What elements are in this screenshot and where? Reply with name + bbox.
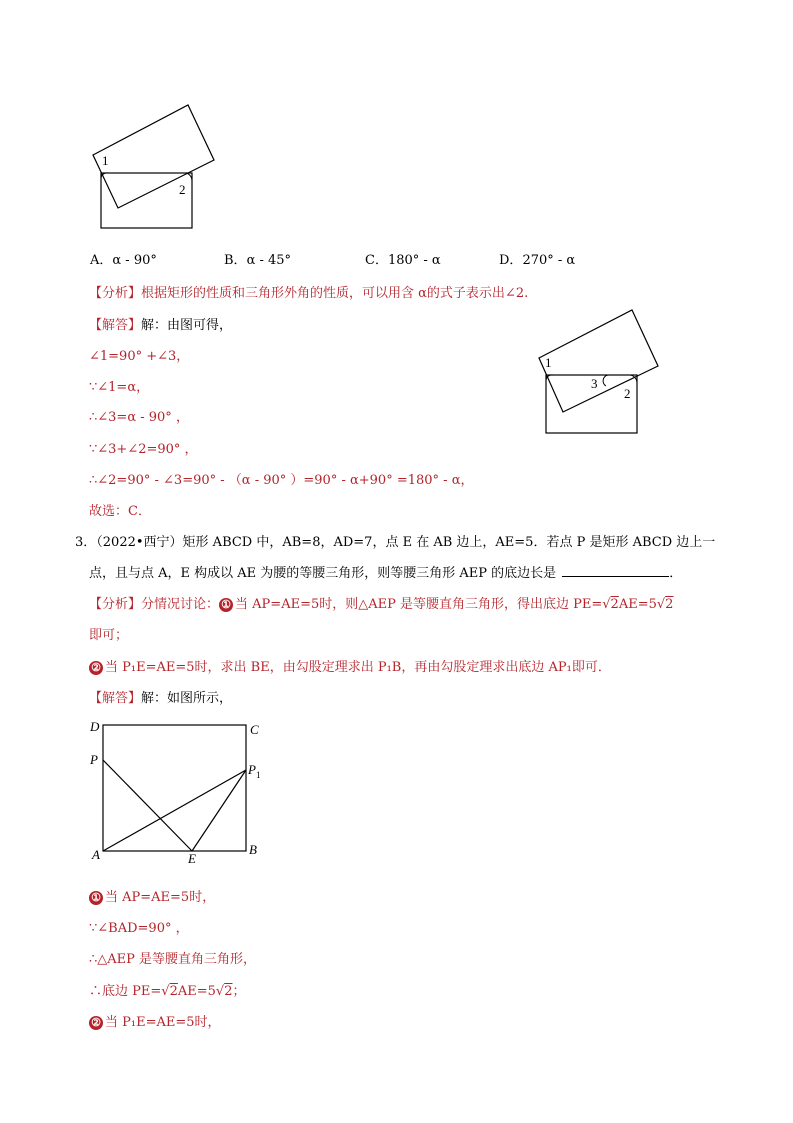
q2-answer-intro: 【解答】解：由图可得， bbox=[89, 318, 233, 333]
tilted-rectangle bbox=[93, 105, 214, 208]
q2-conclusion: 故选：C． bbox=[89, 504, 151, 519]
q3-sol-case1: ① 当 AP=AE=5时， bbox=[89, 886, 215, 905]
sol-case-2-marker: ② bbox=[89, 1016, 103, 1030]
segment-p1e bbox=[192, 770, 246, 851]
q3-analysis-line1: 【分析】分情况讨论： ① 当 AP=AE=5时，则△AEP 是等腰直角三角形，得出底边 PE=√2AE=5√2 bbox=[89, 597, 674, 612]
sol-case-1-marker: ① bbox=[89, 891, 103, 905]
angle-2-label: 2 bbox=[179, 182, 186, 197]
q2-step-4: ∵∠3+∠2=90° ， bbox=[89, 442, 198, 457]
option-d: D．270° - α bbox=[499, 253, 576, 268]
tilted-rectangle bbox=[539, 310, 658, 412]
angle-3-label: 3 bbox=[591, 376, 598, 391]
label-b: B bbox=[249, 842, 257, 857]
q3-analysis-line2: 即可； bbox=[89, 628, 129, 643]
segment-pe bbox=[103, 760, 192, 851]
angle-1-label: 1 bbox=[545, 355, 552, 370]
q3-sol-step2: ∴△AEP 是等腰直角三角形， bbox=[89, 952, 257, 967]
label-p: P bbox=[90, 752, 98, 767]
rectangle-abcd bbox=[103, 725, 246, 851]
q3-sol-step3: ∴底边 PE=√2AE=5√2； bbox=[89, 984, 246, 999]
q3-analysis-line3: ② 当 P₁E=AE=5时，求出 BE，由勾股定理求出 P₁B，再由勾股定理求出底边 AP₁即可． bbox=[89, 656, 611, 675]
option-b: B．α - 45° bbox=[224, 253, 292, 268]
q2-step-1: ∠1=90° +∠3， bbox=[89, 349, 190, 364]
label-d: D bbox=[90, 719, 100, 734]
case-1-marker: ① bbox=[219, 598, 233, 612]
case-2-marker: ② bbox=[89, 661, 103, 675]
q2-step-2: ∵∠1=α， bbox=[89, 380, 150, 395]
answer-blank[interactable] bbox=[562, 564, 669, 577]
q2-step-3: ∴∠3=α - 90° ， bbox=[89, 410, 189, 425]
q3-sol-case2: ② 当 P₁E=AE=5时， bbox=[89, 1011, 221, 1030]
label-a: A bbox=[92, 847, 100, 862]
q3-stem-line2: 点，且与点 A，E 构成以 AE 为腰的等腰三角形，则等腰三角形 AEP 的底边长是 ． bbox=[89, 566, 683, 581]
figure-q2-solution bbox=[536, 306, 666, 441]
angle-1-label: 1 bbox=[102, 153, 109, 168]
q2-analysis: 【分析】根据矩形的性质和三角形外角的性质，可以用含 α的式子表示出∠2. bbox=[89, 286, 529, 301]
label-p1: $P_1$ bbox=[248, 762, 261, 780]
q3-sol-step1: ∵∠BAD=90° ， bbox=[89, 921, 189, 936]
figure-q2-options bbox=[85, 95, 225, 235]
q3-answer-intro: 【解答】解：如图所示， bbox=[89, 691, 233, 706]
label-e: E bbox=[188, 851, 196, 866]
angle-2-label: 2 bbox=[624, 386, 631, 401]
figure-q3-rectangle bbox=[85, 715, 270, 870]
q2-step-5: ∴∠2=90° - ∠3=90° - （α - 90° ）=90° - α+90° =180° - α， bbox=[89, 473, 474, 488]
option-a: A．α - 90° bbox=[90, 253, 157, 268]
angle-3-arc bbox=[603, 375, 608, 386]
label-c: C bbox=[250, 722, 259, 737]
q3-stem-line1: 3．（2022•西宁）矩形 ABCD 中，AB=8，AD=7，点 E 在 AB 边上，AE=5．若点 P 是矩形 ABCD 边上一 bbox=[75, 535, 716, 550]
option-c: C．180° - α bbox=[365, 253, 441, 268]
